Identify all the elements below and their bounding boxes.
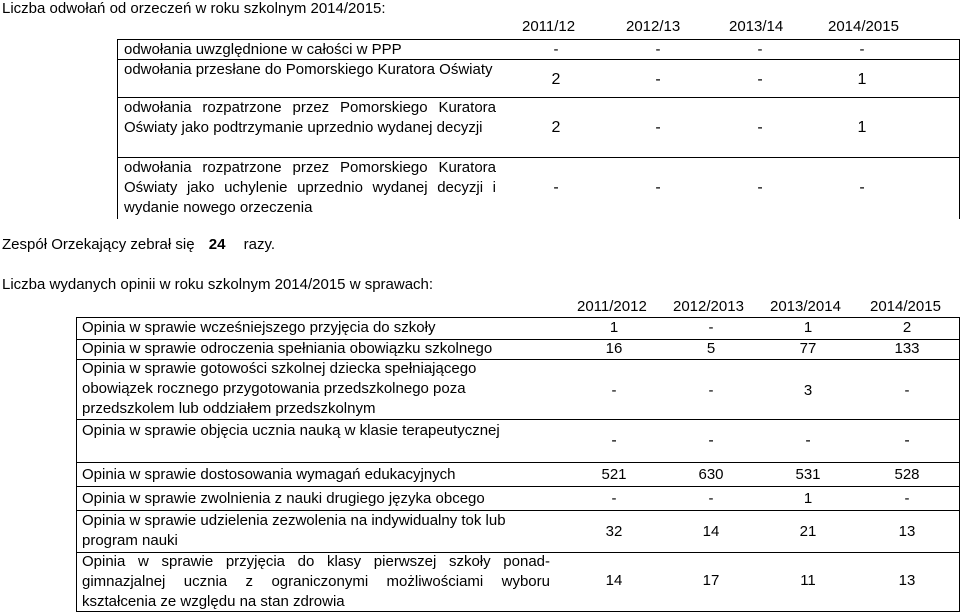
t2-cell: 3 (803, 382, 813, 399)
t2-row-label: Opinia w sprawie przyjęcia do klasy pierwszej szkoły ponadgimnazjalnej ucznia z ograniczonymi możliwościami wyboru kształcenia ze względu na stan zdrowia (82, 553, 550, 610)
t2-cell: 13 (898, 572, 916, 589)
t1-cell: 2 (551, 71, 561, 88)
t2-cell: 21 (799, 523, 817, 540)
t2-col-header: 2012/2013 (673, 298, 744, 315)
t2-cell: 528 (894, 466, 920, 483)
t2-cell: 521 (601, 466, 627, 483)
t1-cell: - (553, 41, 559, 58)
t2-cell: - (708, 432, 714, 449)
t2-cell: - (805, 432, 811, 449)
t2-cell: 1 (803, 319, 813, 336)
t1-cell: - (553, 179, 559, 196)
t1-cell: - (655, 71, 661, 88)
t2-col-header: 2011/2012 (577, 298, 647, 315)
t1-cell: - (757, 179, 763, 196)
t2-row-label: Opinia w sprawie objęcia ucznia nauką w klasie terapeutycznej (82, 422, 500, 439)
t2-cell: 32 (605, 523, 623, 540)
t1-cell: - (757, 41, 763, 58)
t1-cell: 1 (857, 71, 867, 88)
opinions-heading: Liczba wydanych opinii w roku szkolnym 2014/2015 w sprawach: (2, 276, 434, 293)
t1-row-label: odwołania uwzględnione w całości w PPP (124, 41, 402, 58)
t2-cell: 1 (609, 319, 619, 336)
committee-count: 24 (208, 236, 226, 253)
t2-cell: - (611, 382, 617, 399)
t1-col-header: 2011/12 (522, 18, 576, 35)
t2-cell: - (904, 382, 910, 399)
t2-cell: - (611, 490, 617, 507)
t1-row-label: odwołania rozpatrzone przez Pomorskiego Kuratora Oświaty jako podtrzymanie uprzednio wydanej decyzji (124, 99, 496, 136)
t2-row-label: Opinia w sprawie odroczenia spełniania obowiązku szkolnego (82, 340, 493, 357)
t2-cell: 133 (894, 340, 920, 357)
t2-row-label: Opinia w sprawie wcześniejszego przyjęcia do szkoły (82, 319, 436, 336)
t2-cell: 77 (799, 340, 817, 357)
t2-col-header: 2013/2014 (770, 298, 841, 315)
t1-cell: - (859, 41, 865, 58)
t1-row-label: odwołania rozpatrzone przez Pomorskiego Kuratora Oświaty jako uchylenie uprzednio wydanej decyzji i wydanie nowego orzeczenia (124, 159, 496, 216)
t1-cell: - (655, 119, 661, 136)
t2-cell: 630 (698, 466, 724, 483)
t2-col-header: 2014/2015 (870, 298, 941, 315)
t1-cell: 1 (857, 119, 867, 136)
t2-cell: - (904, 432, 910, 449)
t2-cell: 14 (605, 572, 623, 589)
t1-col-header: 2013/14 (729, 18, 784, 35)
committee-summary (2, 236, 275, 253)
t2-cell: 531 (795, 466, 821, 483)
t2-cell: - (611, 432, 617, 449)
t2-cell: 1 (803, 490, 813, 507)
committee-suffix: razy. (243, 236, 276, 253)
t2-cell: 11 (800, 572, 816, 589)
t1-col-header: 2014/2015 (828, 18, 899, 35)
t1-cell: - (757, 71, 763, 88)
t1-col-header: 2012/13 (626, 18, 681, 35)
t1-cell: - (655, 179, 661, 196)
t1-cell: - (655, 41, 661, 58)
t1-cell: 2 (551, 119, 561, 136)
t1-row-label: odwołania przesłane do Pomorskiego Kuratora Oświaty (124, 61, 493, 78)
t2-row-label: Opinia w sprawie zwolnienia z nauki drugiego języka obcego (82, 490, 485, 507)
t2-cell: 16 (605, 340, 623, 357)
t2-row-label: Opinia w sprawie udzielenia zezwolenia na indywidualny tok lub program nauki (82, 512, 506, 549)
t1-cell: - (757, 119, 763, 136)
t1-cell: - (859, 179, 865, 196)
t2-cell: - (708, 490, 714, 507)
t2-cell: 2 (902, 319, 912, 336)
t2-cell: 17 (702, 572, 720, 589)
t2-row-label: Opinia w sprawie gotowości szkolnej dziecka spełniającego obowiązek rocznego przygotowania przedszkolnego poza przedszkolem lub oddziałem przedszkolnym (82, 360, 477, 417)
t2-row-label: Opinia w sprawie dostosowania wymagań edukacyjnych (82, 466, 456, 483)
t2-cell: - (904, 490, 910, 507)
committee-prefix: Zespół Orzekający zebrał się (2, 236, 195, 253)
appeals-heading: Liczba odwołań od orzeczeń w roku szkolnym 2014/2015: (2, 0, 386, 17)
t2-cell: 13 (898, 523, 916, 540)
t2-cell: 14 (702, 523, 720, 540)
t2-cell: - (708, 382, 714, 399)
t2-cell: 5 (706, 340, 716, 357)
t2-cell: - (708, 319, 714, 336)
